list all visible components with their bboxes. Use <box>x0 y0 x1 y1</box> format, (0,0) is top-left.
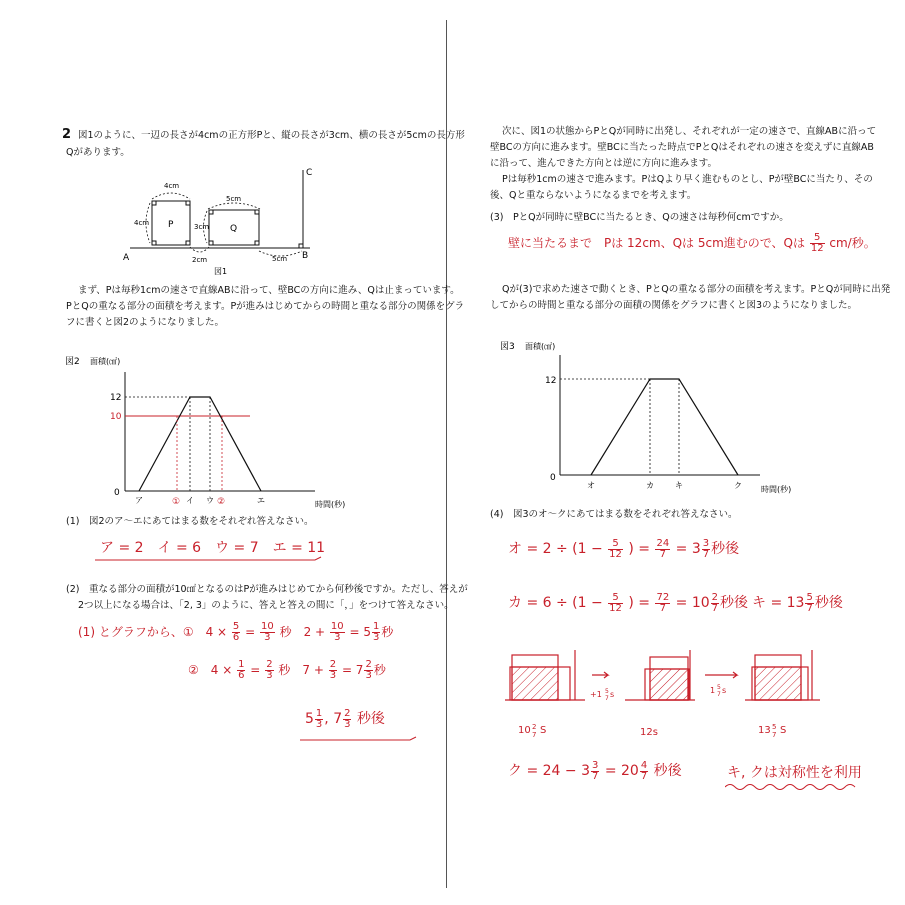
fig3-label-ku: ク <box>734 481 742 490</box>
svg-text:s: s <box>722 686 727 695</box>
answer-3: 壁に当たるまで Pは 12cm、Qは 5cm進むので、Qは $\frac{5}{12}$ cm/秒。 <box>508 232 876 254</box>
figure-1-caption: 図1 <box>214 267 228 276</box>
answer-4-ka: カ = 6 ÷ (1 − $\frac{5}{12}$ ) = $\frac{72}{7}$ = 10 $\frac{2}{7}$ 秒後 <box>508 591 749 614</box>
fig3-label-o: オ <box>587 481 595 490</box>
fig2-title: 図2 <box>65 357 80 367</box>
right-para-line-4: Pは毎秒1cmの速さで進みます。PはQより早く進むものとし、Pが壁BCに当たり、その <box>502 174 873 185</box>
note-symmetry: キ, クは対称性を利用 <box>727 765 862 781</box>
svg-text:S: S <box>540 725 547 736</box>
sketch-label-1: 10 <box>518 725 531 736</box>
right-para-line-5: 後、Qと重ならないようになるまでを考えます。 <box>490 190 697 201</box>
fig3-label-ka: カ <box>646 481 654 490</box>
para-line-2: PとQの重なる部分の面積を考えます。Pが進みはじめてからの時間と重なる部分の関係をグラ <box>66 301 465 312</box>
label-p: P <box>168 220 174 230</box>
para-line-3: フに書くと図2のようになりました。 <box>66 317 225 328</box>
label-q: Q <box>230 224 238 234</box>
fig2-label-e: エ <box>257 496 265 505</box>
fig2-mark-1: ① <box>172 497 181 507</box>
question-1: (1) 図2のア～エにあてはまる数をそれぞれ答えなさい。 <box>66 516 314 527</box>
fig3-ylabel: 面積(㎠) <box>525 342 556 351</box>
fig2-xlabel: 時間(秒) <box>315 500 346 509</box>
label-b: B <box>302 251 309 261</box>
dim-3cm: 3cm <box>194 223 210 231</box>
fig2-tick-0: 0 <box>114 488 120 498</box>
svg-text:5: 5 <box>605 688 609 695</box>
figure-2 <box>60 350 360 515</box>
fig2-label-a: ア <box>135 496 143 505</box>
right-para-line-2: 壁BCの方向に進みます。壁BCに当たった時点でPとQはそれぞれの速さを変えずに直線AB <box>490 142 874 153</box>
svg-text:S: S <box>780 725 787 736</box>
dim-4cm-top: 4cm <box>164 182 180 190</box>
svg-text:7: 7 <box>772 731 777 739</box>
fig2-mark-2: ② <box>217 497 226 507</box>
dim-5cm-top: 5cm <box>226 195 242 203</box>
fig3-tick-0: 0 <box>550 473 556 483</box>
fig2-label-i: イ <box>186 496 194 505</box>
page-divider <box>446 20 447 888</box>
svg-text:s: s <box>610 690 615 699</box>
dim-5cm-bottom: 5cm <box>272 255 288 263</box>
intro-line-1: 図1のように、一辺の長さが4cmの正方形Pと、縦の長さが3cm、横の長さが5cmの長方形 <box>78 130 465 141</box>
answer-2-final: 5 $\frac{1}{3}$ , 7 $\frac{2}{3}$ 秒後 <box>305 707 385 730</box>
fig3-title: 図3 <box>500 342 515 352</box>
answer-4-ku: ク = 24 − 3 $\frac{3}{7}$ = 20 $\frac{4}{7}$ 秒後 <box>508 759 682 782</box>
answer-4-ki: キ = 13 $\frac{5}{7}$ 秒後 <box>752 591 843 614</box>
sketch-label-3: 13 <box>758 725 771 736</box>
sketch-label-2: 12s <box>640 727 658 738</box>
sketch-arrow-1: +1 <box>590 690 602 699</box>
fig2-ylabel: 面積(㎠) <box>90 357 121 366</box>
right-para-line-3: に沿って、進んできた方向とは逆に方向に進みます。 <box>490 158 718 169</box>
para-line-1: まず、Pは毎秒1cmの速さで直線ABに沿って、壁BCの方向に進み、Qは止まっています。 <box>78 285 460 296</box>
right-para2-line-2: してからの時間と重なる部分の面積の関係をグラフに書くと図3のようになりました。 <box>490 300 858 311</box>
figure-3 <box>495 335 805 500</box>
fig3-xlabel: 時間(秒) <box>761 485 792 494</box>
intro-line-2: Qがあります。 <box>66 147 130 158</box>
problem-number: 2 <box>62 127 72 142</box>
fig3-label-ki: キ <box>675 481 683 490</box>
dim-4cm-side: 4cm <box>134 219 150 227</box>
label-c: C <box>306 168 313 178</box>
dim-2cm: 2cm <box>192 256 208 264</box>
fig2-tick-10: 10 <box>110 412 122 422</box>
figure-1 <box>120 165 330 280</box>
question-2-line-1: (2) 重なる部分の面積が10㎠となるのはPが進みはじめてから何秒後ですか。ただし、答えが <box>66 584 468 595</box>
svg-text:5: 5 <box>717 684 721 691</box>
fig3-graph <box>591 379 738 475</box>
answer-2-line-2: ② 4 × $\frac{1}{6}$ = $\frac{2}{3}$ 秒 7 + $\frac{2}{3}$ = 7 $\frac{2}{3}$ 秒 <box>188 659 386 681</box>
question-2-line-2: 2つ以上になる場合は、「2, 3」のように、答えと答えの間に「，」をつけて答えなさい。 <box>78 600 454 611</box>
right-para-line-1: 次に、図1の状態からPとQが同時に出発し、それぞれが一定の速さで、直線ABに沿って <box>502 126 877 137</box>
label-a: A <box>123 253 130 263</box>
svg-text:7: 7 <box>717 691 721 698</box>
svg-text:7: 7 <box>532 731 537 739</box>
sketch-diagrams <box>500 645 840 745</box>
answer-4-o: オ = 2 ÷ (1 − $\frac{5}{12}$ ) = $\frac{24}{7}$ = 3 $\frac{3}{7}$ 秒後 <box>508 537 740 560</box>
question-3: (3) PとQが同時に壁BCに当たるとき、Qの速さは毎秒何cmですか。 <box>490 212 789 223</box>
sketch-arrow-2: 1 <box>710 686 716 695</box>
question-4: (4) 図3のオ～クにあてはまる数をそれぞれ答えなさい。 <box>490 509 738 520</box>
answer-2-line-1: (1) とグラフから、① 4 × $\frac{5}{6}$ = $\frac{10}{3}$ 秒 2 + $\frac{10}{3}$ = 5 $\frac{1}{3}$ 秒 <box>78 621 394 643</box>
right-para2-line-1: Qが(3)で求めた速さで動くとき、PとQの重なる部分の面積を考えます。PとQが同時に出発 <box>502 284 891 295</box>
fig2-label-u: ウ <box>206 496 214 505</box>
svg-text:7: 7 <box>605 695 609 702</box>
fig2-graph <box>139 397 261 491</box>
fig3-tick-12: 12 <box>545 376 557 386</box>
svg-text:5: 5 <box>772 723 777 731</box>
fig2-tick-12: 12 <box>110 393 122 403</box>
answer-1: ア = 2 イ = 6 ウ = 7 エ = 11 <box>100 540 326 556</box>
svg-text:2: 2 <box>532 723 537 731</box>
